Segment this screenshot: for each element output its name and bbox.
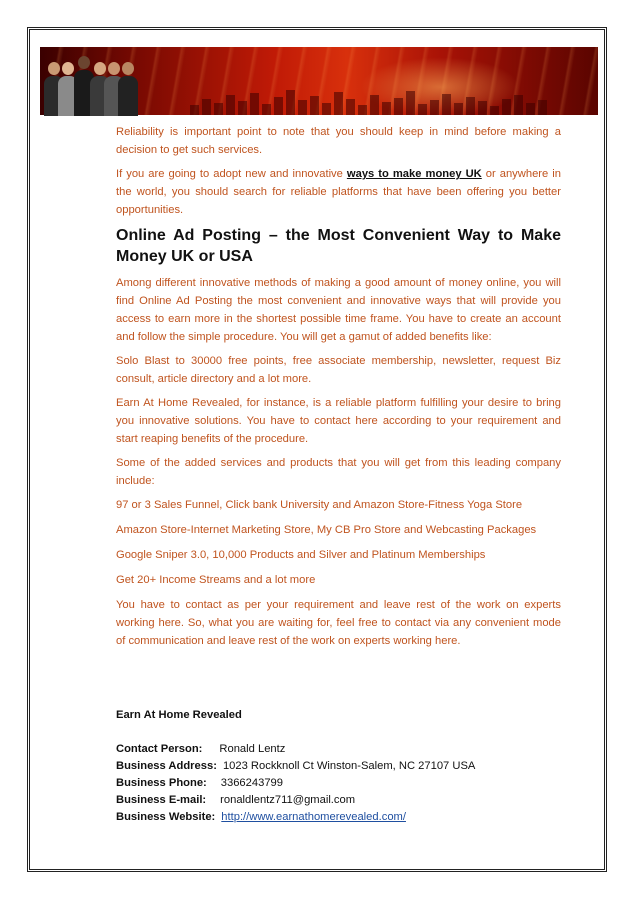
banner-city-skyline [190,89,590,115]
contact-row [116,758,561,775]
paragraph-earn-at-home: Earn At Home Revealed, for instance, is a reliable platform fulfilling your desire to bring you innovative solutions. You have to contact here according to your requirement and start reaping benefits of the procedure. [116,397,561,445]
contact-row [116,792,561,809]
business-website-label: Business Website: [116,811,216,823]
list-item-income-streams: Get 20+ Income Streams and a lot more [116,574,316,586]
contact-row [116,775,561,792]
paragraph-text: If you are going to adopt new and innovative [116,168,347,180]
ways-to-make-money-link[interactable]: ways to make money UK [346,168,482,180]
company-name: Earn At Home Revealed [116,709,242,721]
article-body [116,123,561,656]
paragraph-added-services: Some of the added services and products that you will get from this leading company include: [116,457,561,487]
contact-person-value: Ronald Lentz [219,743,286,755]
list-item-sales-funnel: 97 or 3 Sales Funnel, Click bank University and Amazon Store-Fitness Yoga Store [116,499,523,511]
paragraph-contact-experts: You have to contact as per your requirement and leave rest of the work on experts working here. So, what you are waiting for, feel free to contact via any convenient mode of communication and leave rest of the work on experts working here. [116,599,561,647]
contact-row [116,741,561,758]
business-address-value: 1023 Rockknoll Ct Winston-Salem, NC 27107 USA [222,760,476,772]
business-phone-value: 3366243799 [220,777,283,789]
list-item-google-sniper: Google Sniper 3.0, 10,000 Products and Silver and Platinum Memberships [116,549,486,561]
business-email-label: Business E-mail: [116,794,207,806]
business-website-link[interactable]: http://www.earnathomerevealed.com/ [221,811,406,823]
person-figure [118,62,138,116]
contact-block [116,707,561,826]
paragraph-adopt [116,165,561,219]
contact-person-label: Contact Person: [116,743,203,755]
section-heading: Online Ad Posting – the Most Convenient Way to Make Money UK or USA [116,227,561,265]
list-item-amazon-store: Amazon Store-Internet Marketing Store, My CB Pro Store and Webcasting Packages [116,524,537,536]
paragraph-methods: Among different innovative methods of making a good amount of money online, you will find Online Ad Posting the most convenient and innovative ways that will provide you access to earn more in the shortest possible time frame. You have to create an account and follow the simple procedure. You will get a gamut of added benefits like: [116,277,561,343]
paragraph-reliability: Reliability is important point to note that you should keep in mind before making a decision to get such services. [116,126,561,156]
paragraph-text: or anywhere in the world, you should search for reliable platforms that have been offering you better opportunities. [116,168,561,216]
business-email-value: ronaldlentz711@gmail.com [220,794,356,806]
contact-row [116,809,561,826]
business-phone-label: Business Phone: [116,777,207,789]
business-address-label: Business Address: [116,760,217,772]
business-people-image [44,52,139,116]
paragraph-solo-blast: Solo Blast to 30000 free points, free associate membership, newsletter, request Biz consult, article directory and a lot more. [116,355,561,385]
